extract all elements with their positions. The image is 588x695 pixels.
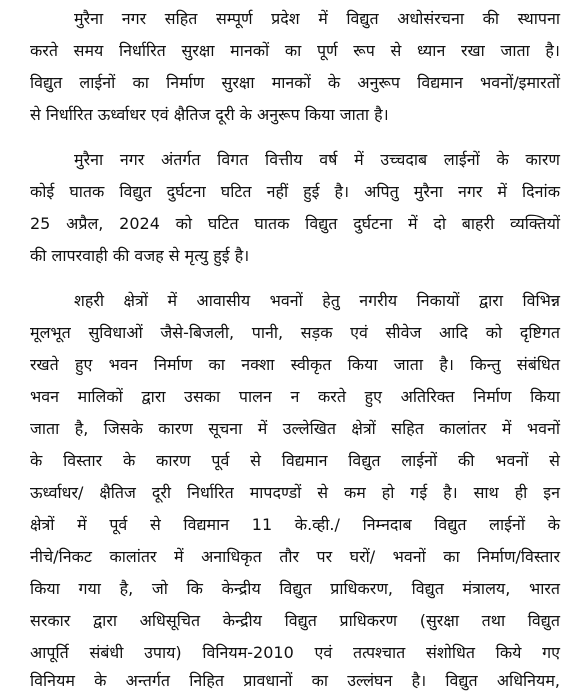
paragraph-3-line-11: सरकार द्वारा अधिसूचित केन्द्रीय विद्युत प्राधिकरण (सुरक्षा तथा विद्युत	[30, 611, 560, 630]
paragraph-3-line-13: विनियम के अन्तर्गत निहित प्रावधानों का उल्लंघन है। विद्युत अधिनियम,	[30, 671, 560, 690]
paragraph-3-line-6: के विस्तार के कारण पूर्व से विद्यमान विद्युत लाईनों की भवनों से	[30, 451, 560, 470]
paragraph-2-line-1: मुरैना नगर अंतर्गत विगत वित्तीय वर्ष में उच्चदाब लाईनों के कारण	[74, 150, 560, 169]
paragraph-2-line-3: 25 अप्रैल, 2024 को घटित घातक विद्युत दुर्घटना में दो बाहरी व्यक्तियों	[30, 214, 560, 233]
paragraph-3-line-4: भवन मालिकों द्वारा उसका पालन न करते हुए अतिरिक्त निर्माण किया	[30, 387, 560, 406]
paragraph-3-line-7: ऊर्ध्वाधर/ क्षैतिज दूरी निर्धारित मापदण्डों से कम हो गई है। साथ ही इन	[30, 483, 560, 502]
paragraph-3-line-5: जाता है, जिसके कारण सूचना में उल्लेखित क्षेत्रों सहित कालांतर में भवनों	[30, 419, 560, 438]
paragraph-1-line-3: विद्युत लाईनों का निर्माण सुरक्षा मानकों के अनुरूप विद्यमान भवनों/इमारतों	[30, 73, 560, 92]
paragraph-3-line-12: आपूर्ति संबंधी उपाय) विनियम-2010 एवं तत्पश्चात संशोधित किये गए	[30, 643, 560, 662]
paragraph-3-line-1: शहरी क्षेत्रों में आवासीय भवनों हेतु नगरीय निकायों द्वारा विभिन्न	[74, 291, 560, 310]
paragraph-1-line-4: से निर्धारित ऊर्ध्वाधर एवं क्षैतिज दूरी के अनुरूप किया जाता है।	[30, 105, 389, 124]
paragraph-3-line-2: मूलभूत सुविधाओं जैसे-बिजली, पानी, सड़क एवं सीवेज आदि को दृष्टिगत	[30, 323, 560, 342]
paragraph-3-line-8: क्षेत्रों में पूर्व से विद्यमान 11 के.व्ही./ निम्नदाब विद्युत लाईनों के	[30, 515, 560, 534]
paragraph-3-line-3: रखते हुए भवन निर्माण का नक्शा स्वीकृत किया जाता है। किन्तु संबंधित	[30, 355, 560, 374]
paragraph-1-line-2: करते समय निर्धारित सुरक्षा मानकों का पूर्ण रूप से ध्यान रखा जाता है।	[30, 41, 560, 60]
paragraph-1-line-1: मुरैना नगर सहित सम्पूर्ण प्रदेश में विद्युत अधोसंरचना की स्थापना	[74, 9, 560, 28]
paragraph-3-line-10: किया गया है, जो कि केन्द्रीय विद्युत प्राधिकरण, विद्युत मंत्रालय, भारत	[30, 579, 560, 598]
paragraph-2-line-4: की लापरवाही की वजह से मृत्यु हुई है।	[30, 246, 250, 265]
paragraph-2-line-2: कोई घातक विद्युत दुर्घटना घटित नहीं हुई है। अपितु मुरैना नगर में दिनांक	[30, 182, 560, 201]
paragraph-3-line-9: नीचे/निकट कालांतर में अनाधिकृत तौर पर घरों/ भवनों का निर्माण/विस्तार	[30, 547, 560, 566]
